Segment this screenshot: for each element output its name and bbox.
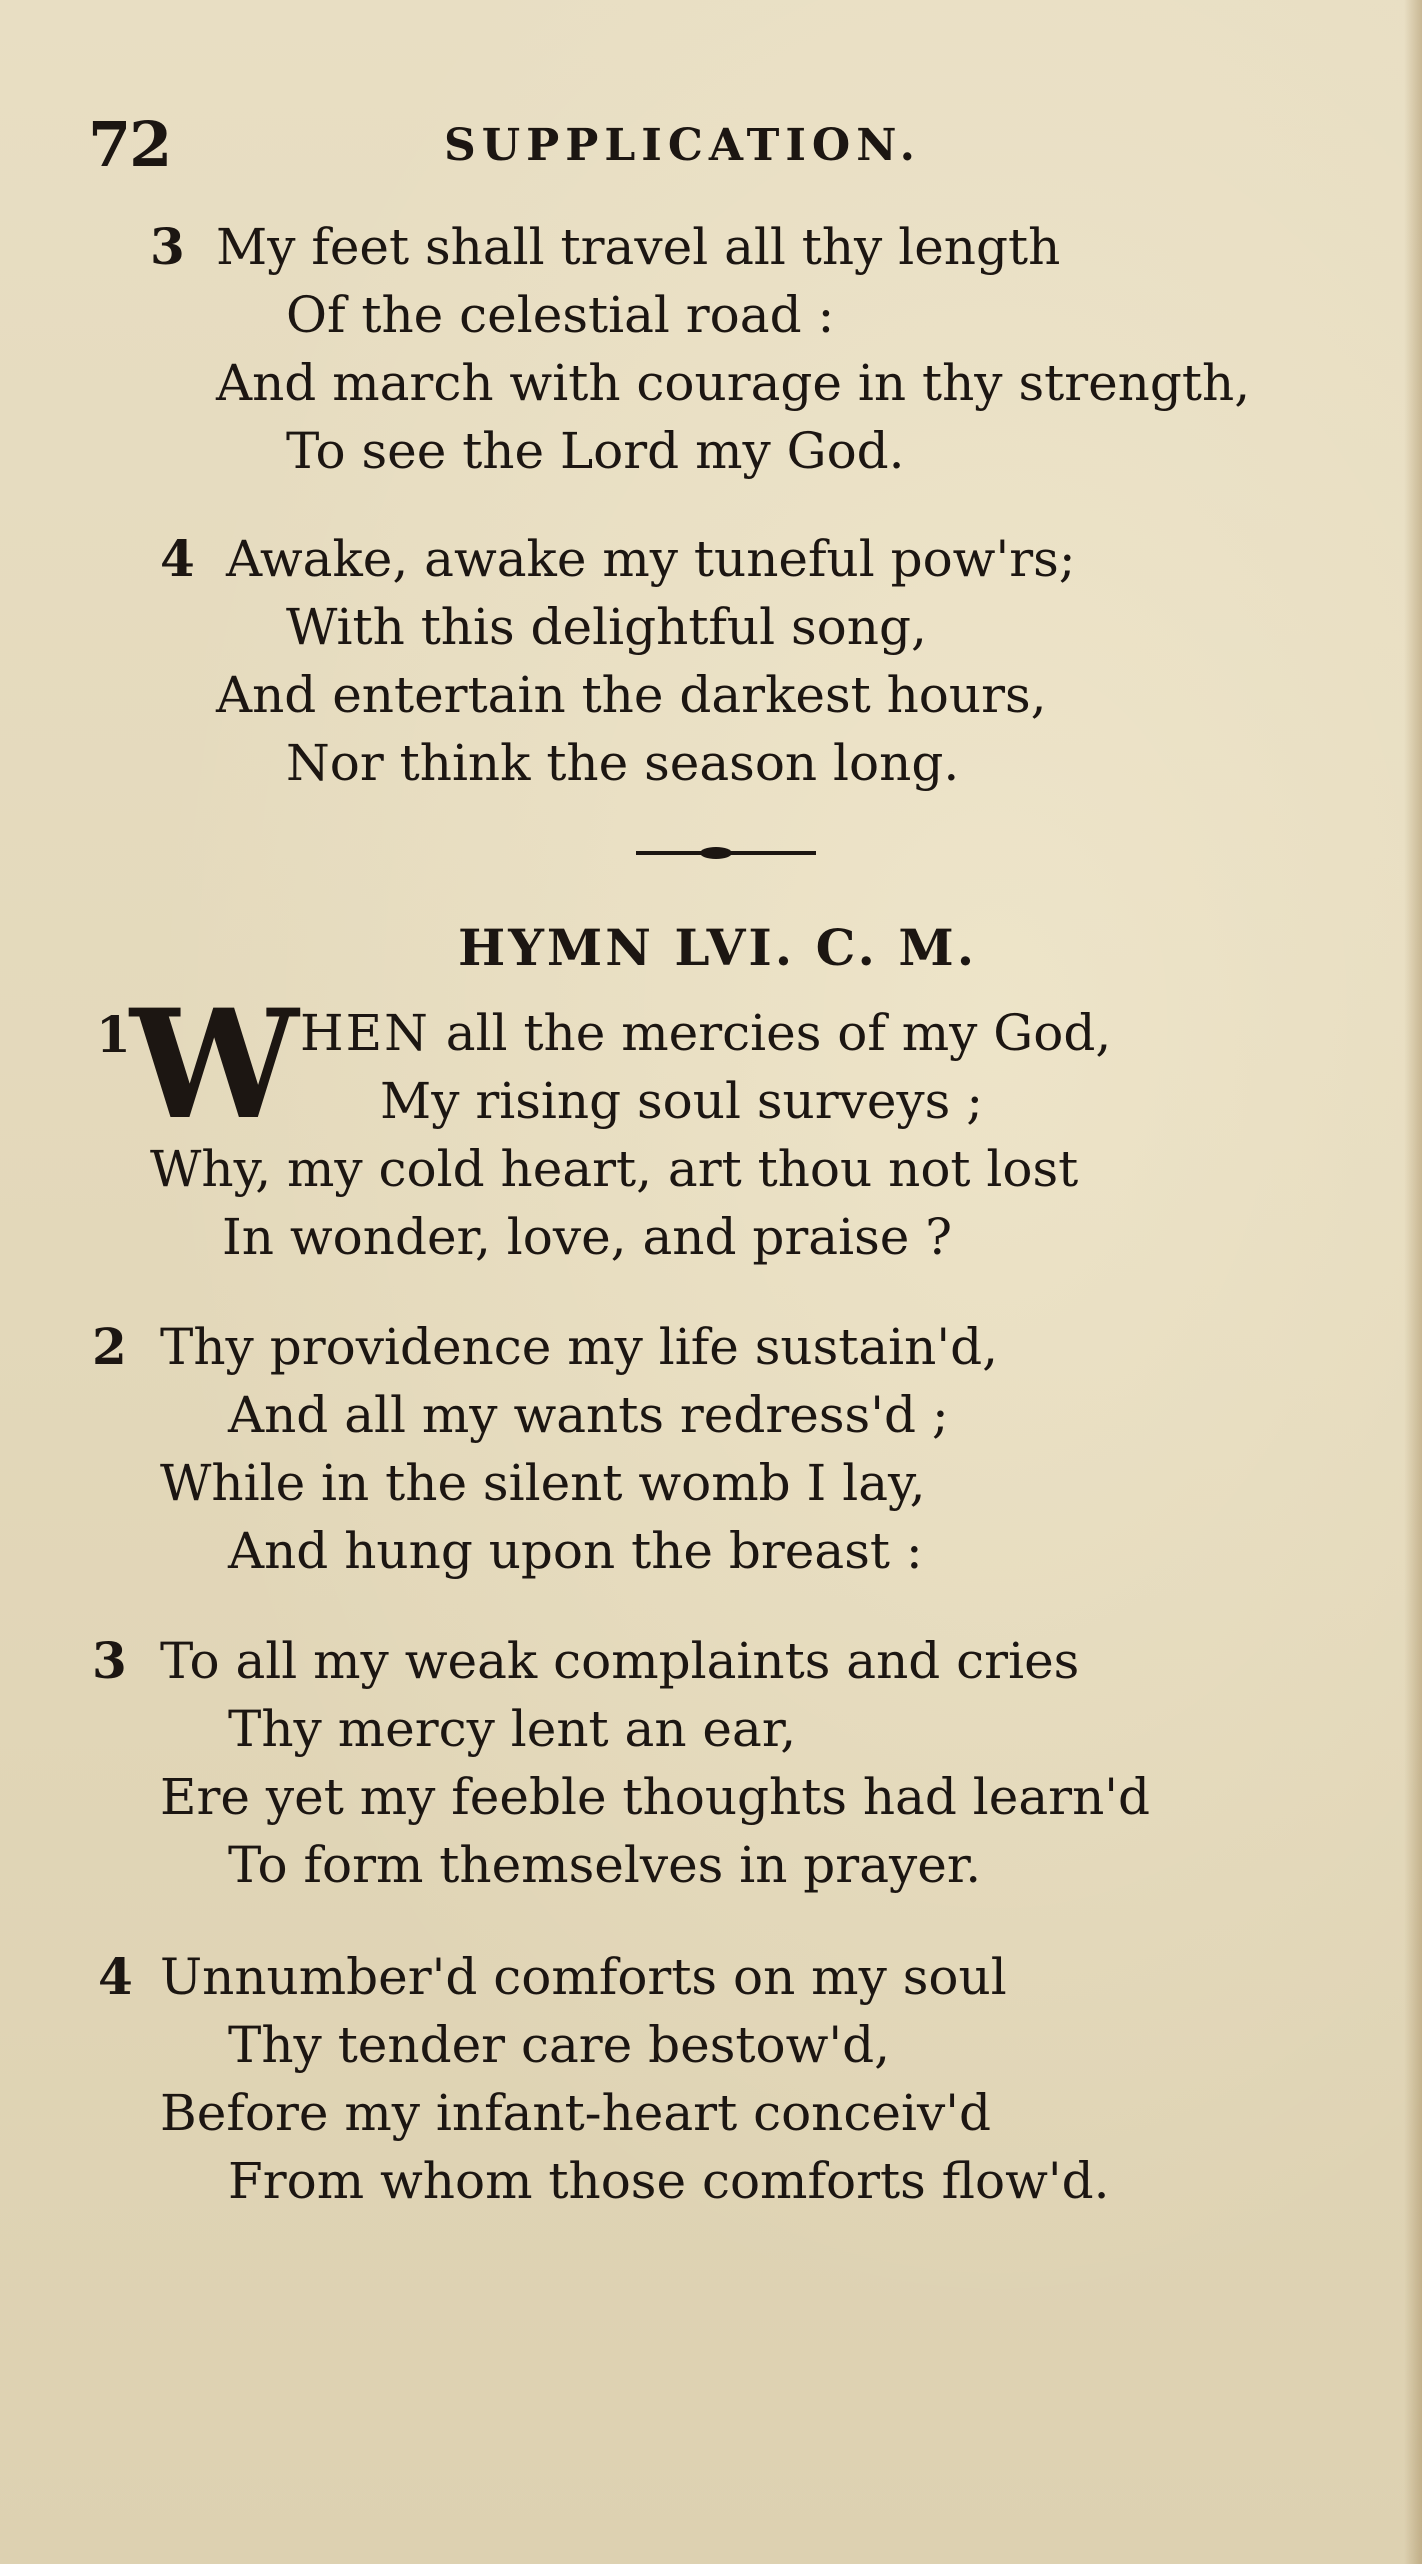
stanza-number: 4 bbox=[160, 529, 195, 588]
hymn-title: HYMN LVI. C. M. bbox=[458, 918, 978, 977]
stanza-number: 3 bbox=[92, 1631, 127, 1690]
first-line-rest: all the mercies of my God, bbox=[429, 1004, 1112, 1062]
verse-line: Before my infant-heart conceiv'd bbox=[160, 2084, 991, 2142]
verse-line: Nor think the season long. bbox=[286, 734, 960, 792]
first-word-caps: HEN bbox=[300, 1004, 430, 1062]
verse-line: My feet shall travel all thy length bbox=[216, 218, 1061, 276]
verse-line: Thy tender care bestow'd, bbox=[228, 2016, 891, 2074]
stanza-number: 3 bbox=[150, 217, 185, 276]
verse-line: And all my wants redress'd ; bbox=[228, 1386, 949, 1444]
verse-line: Thy providence my life sustain'd, bbox=[160, 1318, 999, 1376]
verse-line: Unnumber'd comforts on my soul bbox=[160, 1948, 1007, 2006]
page-number: 72 bbox=[88, 108, 171, 181]
page-edge-shadow bbox=[1404, 0, 1422, 2564]
verse-line: Ere yet my feeble thoughts had learn'd bbox=[160, 1768, 1151, 1826]
verse-line: Awake, awake my tuneful pow'rs; bbox=[226, 530, 1076, 588]
stanza-number: 4 bbox=[98, 1947, 133, 2006]
verse-line-first bbox=[300, 1004, 1112, 1062]
drop-cap: W bbox=[130, 977, 299, 1153]
stanza-number: 2 bbox=[92, 1317, 127, 1376]
verse-line: To see the Lord my God. bbox=[286, 422, 905, 480]
verse-line: From whom those comforts flow'd. bbox=[228, 2152, 1110, 2210]
verse-line: And hung upon the breast : bbox=[228, 1522, 923, 1580]
verse-line: And march with courage in thy strength, bbox=[216, 354, 1251, 412]
verse-line: Of the celestial road : bbox=[286, 286, 835, 344]
verse-line: My rising soul surveys ; bbox=[380, 1072, 984, 1130]
verse-line: While in the silent womb I lay, bbox=[160, 1454, 926, 1512]
page-header bbox=[88, 108, 1088, 181]
verse-line: Why, my cold heart, art thou not lost bbox=[150, 1140, 1079, 1198]
verse-line: To form themselves in prayer. bbox=[228, 1836, 982, 1894]
stanza-number: 1 bbox=[96, 1005, 131, 1064]
verse-line: And entertain the darkest hours, bbox=[216, 666, 1047, 724]
running-title: SUPPLICATION. bbox=[444, 120, 921, 171]
ornament-divider bbox=[636, 846, 816, 860]
verse-line: With this delightful song, bbox=[286, 598, 927, 656]
verse-line: To all my weak complaints and cries bbox=[160, 1632, 1080, 1690]
verse-line: In wonder, love, and praise ? bbox=[222, 1208, 953, 1266]
verse-line: Thy mercy lent an ear, bbox=[228, 1700, 797, 1758]
